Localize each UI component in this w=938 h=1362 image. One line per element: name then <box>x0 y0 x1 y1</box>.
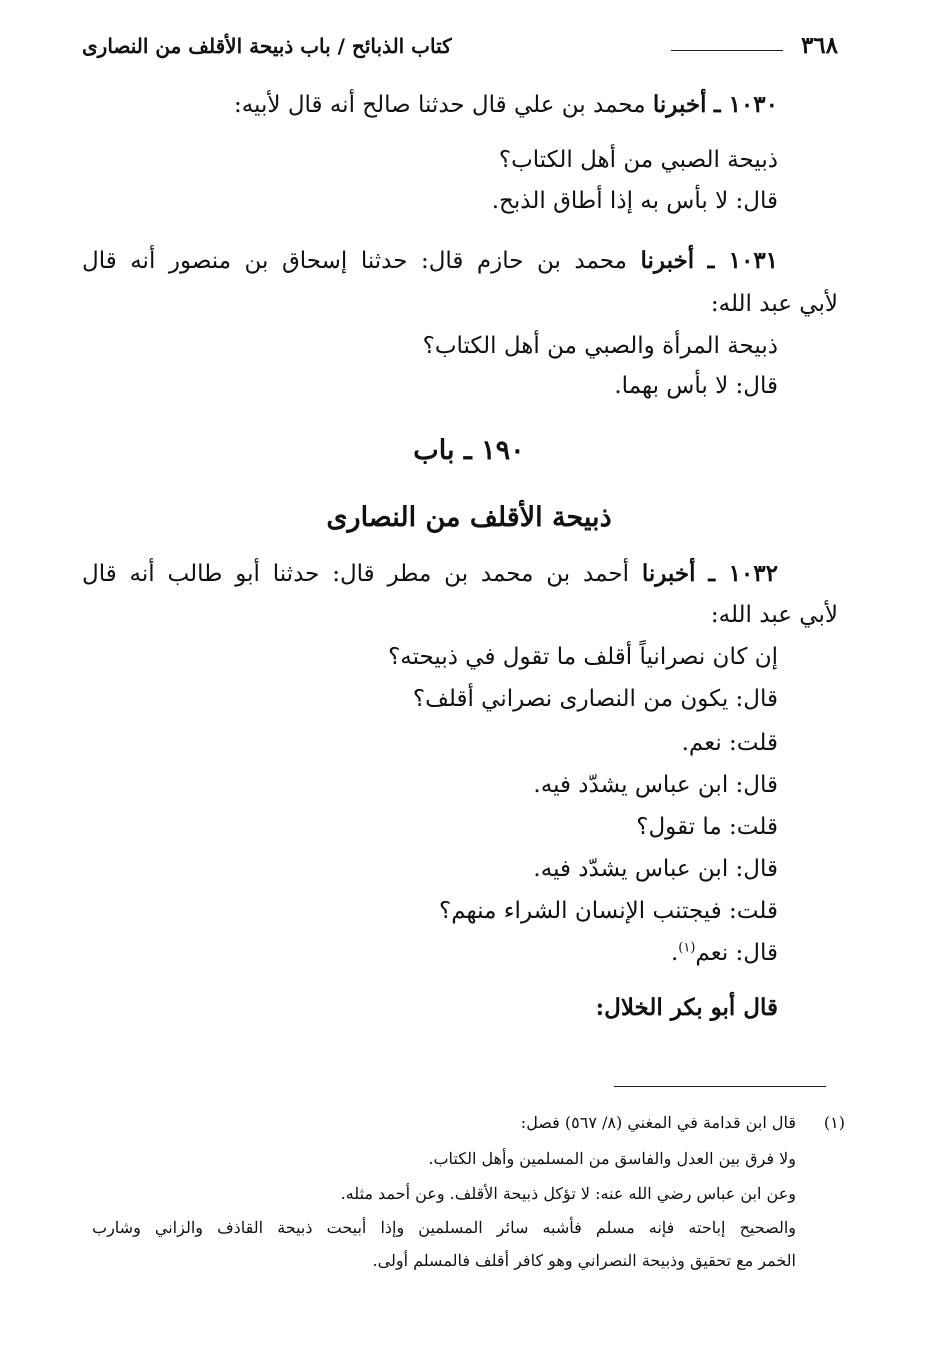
hadith-chain: محمد بن حازم قال: حدثنا إسحاق بن منصور أنه قال <box>82 248 627 274</box>
chapter-number: ١٩٠ ـ باب <box>413 435 525 466</box>
footnote-line: والصحيح إباحته فإنه مسلم فأشبه سائر المسلمين وإذا أبيحت ذبيحة القاذف والزاني وشارب <box>92 1218 796 1237</box>
hadith-chain: محمد بن علي قال حدثنا صالح أنه قال لأبيه: <box>233 92 646 118</box>
hadith-chain: أحمد بن محمد بن مطر قال: حدثنا أبو طالب أنه قال <box>82 561 629 587</box>
page-number: ٣٦٨ <box>800 32 838 59</box>
dialogue-line: قال: يكون من النصارى نصراني أقلف؟ <box>412 686 778 712</box>
chapter-title: ذبيحة الأقلف من النصارى <box>326 502 612 533</box>
hadith-1031-question: ذبيحة المرأة والصبي من أهل الكتاب؟ <box>422 333 778 359</box>
dialogue-end: . <box>670 940 679 966</box>
footnote-line: ولا فرق بين العدل والفاسق من المسلمين وأهل الكتاب. <box>428 1149 796 1168</box>
hadith-1032-continuation: لأبي عبد الله: <box>710 602 838 628</box>
closing-attribution: قال أبو بكر الخلال: <box>595 994 778 1021</box>
hadith-lead-word: أخبرنا <box>641 560 696 587</box>
hadith-1031-continuation: لأبي عبد الله: <box>710 291 838 317</box>
header-rule <box>671 50 783 51</box>
dialogue-line: إن كان نصرانياً أقلف ما تقول في ذبيحته؟ <box>388 644 778 670</box>
hadith-1031-opening <box>82 247 778 276</box>
dialogue-line: قلت: نعم. <box>681 730 778 756</box>
footnote-separator <box>614 1086 826 1087</box>
hadith-lead-word: أخبرنا <box>640 247 695 274</box>
footnote-line: الخمر مع تحقيق وذبيحة النصراني وهو كافر أقلف فالمسلم أولى. <box>372 1251 796 1270</box>
page-header <box>82 30 838 64</box>
hadith-number: ١٠٣١ ـ <box>707 247 779 274</box>
footnote-line: وعن ابن عباس رضي الله عنه: لا تؤكل ذبيحة الأقلف. وعن أحمد مثله. <box>340 1184 796 1203</box>
dialogue-line: قال: ابن عباس يشدّد فيه. <box>533 772 778 798</box>
dialogue-line: قلت: فيجتنب الإنسان الشراء منهم؟ <box>439 898 778 924</box>
footnote-line: قال ابن قدامة في المغني (٨/ ٥٦٧) فصل: <box>520 1113 796 1132</box>
hadith-1030-opening <box>234 91 778 120</box>
dialogue-line-with-footnote <box>671 940 778 968</box>
hadith-1031-answer: قال: لا بأس بهما. <box>614 373 778 399</box>
running-title: كتاب الذبائح / باب ذبيحة الأقلف من النصارى <box>82 34 452 58</box>
dialogue-line: قال: ابن عباس يشدّد فيه. <box>533 856 778 882</box>
hadith-1032-opening <box>82 560 778 589</box>
hadith-1030-answer: قال: لا بأس به إذا أطاق الذبح. <box>491 188 778 214</box>
footnote-reference: (١) <box>678 940 696 956</box>
footnote-number: (١) <box>823 1113 845 1132</box>
hadith-number: ١٠٣٠ ـ <box>713 91 778 118</box>
hadith-number: ١٠٣٢ ـ <box>708 560 778 587</box>
dialogue-text: قال: نعم <box>695 940 778 966</box>
hadith-1030-question: ذبيحة الصبي من أهل الكتاب؟ <box>498 147 778 173</box>
dialogue-line: قلت: ما تقول؟ <box>636 814 778 840</box>
hadith-lead-word: أخبرنا <box>652 91 707 118</box>
